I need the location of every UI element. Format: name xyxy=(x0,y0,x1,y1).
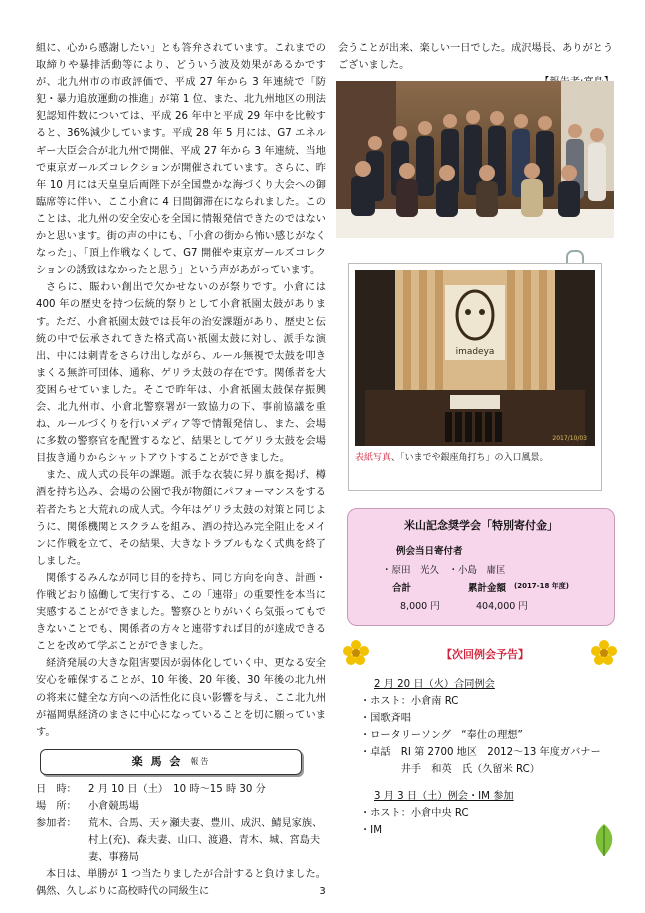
meeting2-heading: 3 月 3 日（土）例会・IM 参加 xyxy=(374,791,514,802)
yoneyama-fund-box xyxy=(347,508,615,626)
event-participants-value: 荒木、合馬、天ヶ瀬夫妻、豊川、成沢、鯖見家族、村上(充)、森夫妻、山口、渡邉、青木、城、宮島夫妻、事務局 xyxy=(88,818,323,864)
meeting1-item: ・国歌斉唱 xyxy=(360,713,411,724)
fund-cumulative-value: 404,000 円 xyxy=(476,601,528,612)
fund-title: 米山記念奨学会「特別寄付金」 xyxy=(404,519,558,532)
event-place-value: 小倉競馬場 xyxy=(88,800,139,812)
meeting1-item: ・卓話 RI 第 2700 地区 2012～13 年度ガバナー xyxy=(360,747,601,758)
article-paragraph: さらに、賑わい創出で欠かせないのが祭りです。小倉には 400 年の歴史を持つ伝統的祭りとして小倉祇園太鼓があります。ただ、小倉祇園太鼓では長年の治安課題があり、歴史と伝統の中で伝承されてきた格式高い祇園太鼓に対し、派手な演出、中には刺青をさらけ出しながら、ルール無視で太鼓を叩きまくる無許可団体、通称、ゲリラ太鼓の存在です。関係者を大変困らせていました。そこで昨年は、小倉祇園太鼓保存振興会、北九州市、小倉北警察署が一致協力の下、事前協議を重ね、ルールづくりを行いメディア等で情報発信し、また、会場に多数の警察官を配置するなど、結果としてゲリラ太鼓を会場目抜き通りからシャットアウトすることができました。 xyxy=(36,282,326,465)
event-participants-label: 参加者： xyxy=(36,818,77,830)
fund-cumulative-label: 累計金額 xyxy=(468,583,507,594)
fund-donors: ・原田 光久 ・小島 庸匡 xyxy=(382,565,506,576)
fund-cumulative-note: (2017-18 年度) xyxy=(514,582,569,590)
photo-caption xyxy=(355,450,549,463)
event-place-label: 場 所： xyxy=(36,800,77,812)
flower-decoration-icon xyxy=(588,638,620,668)
fund-total-value: 8,000 円 xyxy=(400,601,440,612)
meeting1-item: ・ロータリーソング “奉仕の理想” xyxy=(360,730,523,741)
meeting1-item: ・ホスト：小倉南 RC xyxy=(360,696,459,707)
store-photo-image xyxy=(355,270,595,446)
meeting2-item: ・ホスト：小倉中央 RC xyxy=(360,808,469,819)
article-paragraph: また、成人式の長年の課題。派手な衣装に昇り旗を掲げ、樽酒を持ち込み、会場の公園で我が物顔にパフォーマンスをする若者たちと大荒れの成人式。今年はゲリラ太鼓の対策と同じように、関係機関とスクラムを組み、酒の持込み完全阻止をメインに作戦を立て、その結果、大きなトラブルもなく式典を終了しました。 xyxy=(36,470,326,567)
meeting2-item: ・IM xyxy=(360,825,382,836)
banner-sub: 報告 xyxy=(190,757,211,767)
meeting1-heading: 2 月 20 日（火）合同例会 xyxy=(374,679,495,690)
continuation-text: 会うことが出来、楽しい一日でした。成沢場長、ありがとうございました。 xyxy=(338,43,614,72)
article-paragraph: 経済発展の大きな阻害要因が弱体化していく中、更なる安全安心を確保することが、10 年後、20 年後、30 年後の北九州の将来に健全な方向への活性化に良い影響を与え、ここ北九州が福岡県経済のまさに中心になっていることを切に願っています。 xyxy=(36,658,326,738)
event-participants-row xyxy=(36,815,326,866)
photo-timestamp: 2017/10/03 xyxy=(552,435,587,442)
article-paragraph: 関係するみんなが同じ目的を持ち、同じ方向を向き、計画・作戦どおり協働して実行する、この「連帯」の重要性を本当に実感することができました。警察ひとりがいくら気張ってもできないことでも、関係者の方々と連帯すれば目的が達成できることを改めて学ぶことができました。 xyxy=(36,572,326,653)
event-date-label: 日 時： xyxy=(36,783,77,795)
event-place-row xyxy=(36,798,326,815)
next-meeting-title: 【次回例会予告】 xyxy=(441,648,529,661)
fund-total-label: 合計 xyxy=(392,583,412,594)
left-column xyxy=(36,40,326,901)
race-report-paragraph: 本日は、単勝が 1 つ当たりましたが合計すると負けました。偶然、久しぶりに高校時代の同級生に xyxy=(36,869,326,898)
event-date-row xyxy=(36,781,326,798)
group-photo-image xyxy=(336,81,614,238)
store-photo-frame xyxy=(348,263,602,491)
store-sign-text: imadeya xyxy=(455,347,495,357)
page-number: 3 xyxy=(319,886,326,897)
article-paragraph: 組に、心から感謝したい」とも答弁されています。これまでの取締りや暴排活動等により、どういう波及効果があるかですが、北九州市の市政評価で、平成 27 年から 3 年連続で「防犯・暴力追放運動の推進」が第 1 位、また、北九州地区の刑法犯認知件数については、平成 26 年中と平成 29 年中を比較すると、36%減少しています。平成 28 年 5 月には、G7 エネルギー大臣会合が北九州で開催、平成 27 年から 3 年連続、当地で東京ガールズコレクションが開催されています。さらに、昨年 10 月には天皇皇后両陛下が全国豊かな海づくり大会への御臨席等に伴い、ここ小倉に 4 日間御滞在になられました。このことは、北九州の安全安心を全国に情報発信できたのではないかと思います。街の声の中にも、「小倉の街から怖い感じがなくなった」、「頂上作戦なくして、G7 開催や東京ガールズコレクションの誘致はなかったと思う」という声があがっています。 xyxy=(36,43,326,277)
event-date-value: 2 月 10 日（土） 10 時～15 時 30 分 xyxy=(88,783,266,795)
meeting1-item: 井手 和英 氏（久留米 RC） xyxy=(360,764,540,775)
caption-label: 表紙写真 xyxy=(355,453,392,463)
caption-text: 、「いまでや銀座角打ち」の入口風景。 xyxy=(391,453,549,463)
flower-decoration-icon xyxy=(340,638,372,668)
banner-title: 楽 馬 会 xyxy=(131,755,183,769)
rakubakai-banner xyxy=(40,749,302,775)
fund-subtitle: 例会当日寄付者 xyxy=(396,546,463,557)
store-photo xyxy=(355,270,595,446)
group-photo xyxy=(336,81,614,238)
